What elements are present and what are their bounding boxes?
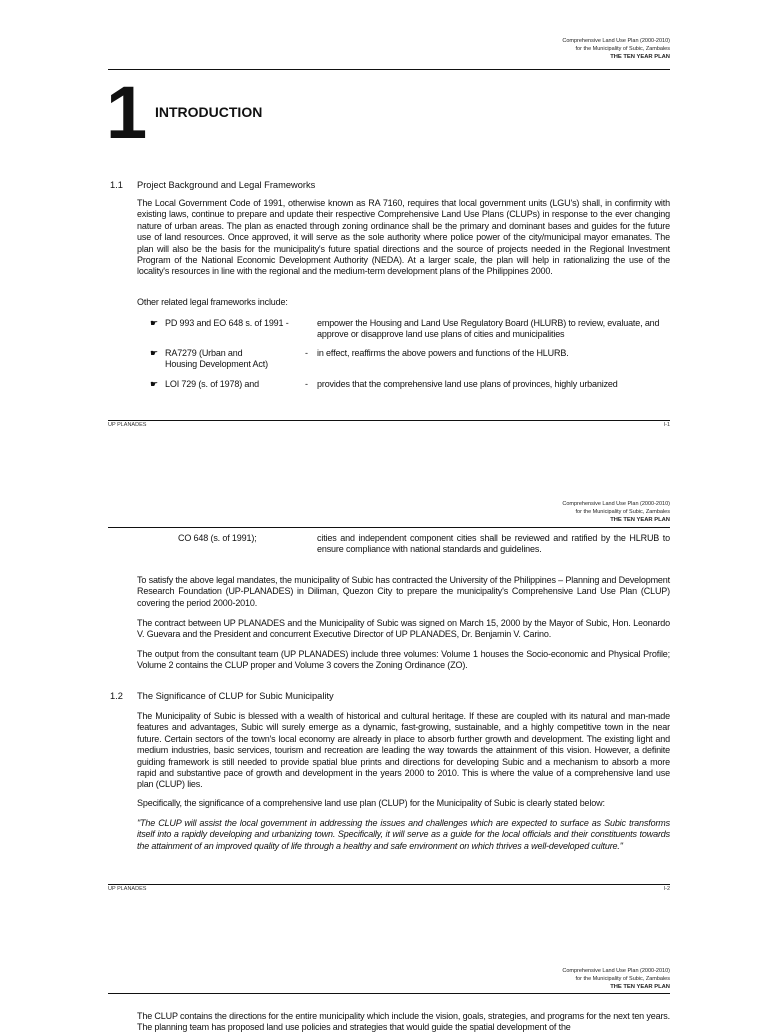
paragraph: Other related legal frameworks include: — [137, 297, 288, 307]
header-rule — [108, 69, 670, 70]
paragraph: The contract between UP PLANADES and the Municipality of Subic was signed on March 15, 2000 by the Mayor of Subic, Hon. Leonardo V. Guevara and the President and concurrent Executive Director of UP PLANADES, Dr. Benjamin V. Carino. — [137, 618, 670, 640]
section-number: 1.1 — [110, 180, 123, 190]
paragraph: The Local Government Code of 1991, otherwise known as RA 7160, requires that local government units (LGU's) shall, in confirmity with existing laws, continue to prepare and update their respective Comprehensive Land Use Plans (CLUPs) in response to the ever changing nature of urban areas. The plan as enacted through zoning ordinance shall be the primary and dominant bases and guides for the future use of land resources. Once approved, it will serve as the sole authority where police power of the city/municipal mayor emanates. The plan will also be the basis for the municipality's future spatial directions and the source of projects needed in the Regional Investment Program of the National Economic Development Authority (NEDA). At a larger scale, the plan will help in rationalizing the use of the locality's resources in line with the regional and the medium-term development plans of the Philippines 2000. — [137, 198, 670, 277]
header-line: for the Municipality of Subic, Zambales — [575, 45, 670, 52]
header-line: Comprehensive Land Use Plan (2000-2010) — [562, 501, 670, 507]
header-rule — [108, 527, 670, 528]
paragraph: The output from the consultant team (UP PLANADES) include three volumes: Volume 1 houses the Socio-economic and Physical Profile; Volume 2 contains the CLUP proper and Volume 3 covers the Zoning Ordinance (ZO). — [137, 649, 670, 671]
bullet-dash: - — [305, 379, 308, 389]
page-header — [562, 38, 670, 61]
header-line: Comprehensive Land Use Plan (2000-2010) — [562, 38, 670, 44]
bullet-label: PD 993 and EO 648 s. of 1991 - — [165, 318, 289, 328]
page-footer — [108, 422, 670, 428]
header-line: for the Municipality of Subic, Zambales — [575, 508, 670, 515]
paragraph: The CLUP contains the directions for the entire municipality which include the vision, goals, strategies, and programs for the next ten years. The planning team has proposed land use policies and strategies that would guide the spatial development of the — [137, 1011, 670, 1033]
page-header — [562, 501, 670, 524]
bullet-desc: in effect, reaffirms the above powers and functions of the HLURB. — [317, 348, 569, 358]
chapter-number: 1 — [106, 71, 148, 154]
pointing-hand-icon: ☛ — [150, 318, 158, 328]
page-number: I-2 — [663, 886, 670, 892]
bullet-desc: cities and independent component cities shall be reviewed and ratified by the HLRUB to ensure compliance with national standards and guidelines. — [317, 533, 670, 555]
header-line: for the Municipality of Subic, Zambales — [575, 975, 670, 982]
bullet-label: RA7279 (Urban and Housing Development Act) — [165, 348, 268, 370]
quote: "The CLUP will assist the local government in addressing the issues and challenges which are expected to surface as Subic transforms itself into a rapidly developing and urbanizing town. Specifically, it will serve as a guide for the local officials and their constituents towards the attainment of an improved quality of life through a healthy and safe environment on which thrives a well-developed culture." — [137, 818, 670, 851]
page-number: I-1 — [663, 422, 670, 428]
bullet-dash: - — [305, 348, 308, 358]
header-title: THE TEN YEAR PLAN — [610, 53, 670, 60]
bullet-desc: provides that the comprehensive land use plans of provinces, highly urbanized — [317, 379, 618, 389]
header-title: THE TEN YEAR PLAN — [610, 516, 670, 523]
page-footer — [108, 886, 670, 892]
header-line: Comprehensive Land Use Plan (2000-2010) — [562, 968, 670, 974]
header-title: THE TEN YEAR PLAN — [610, 983, 670, 990]
bullet-label: CO 648 (s. of 1991); — [178, 533, 257, 543]
footer-rule — [108, 884, 670, 885]
section-title: The Significance of CLUP for Subic Municipality — [137, 691, 334, 701]
section-title: Project Background and Legal Frameworks — [137, 180, 316, 190]
paragraph: The Municipality of Subic is blessed with a wealth of historical and cultural heritage. If these are coupled with its natural and man-made features and advantages, Subic will surely emerge as a dynamic, fast-growing, sustainable, and a highly competitive town in the near future. Certain sectors of the town's local economy are already in place to absorb further growth and development. The existing light and medium industries, basic services, tourism and recreation are leading the way towards the attainment of this vision. However, a definite guiding framework is still needed to provide spatial blue prints and directions for developing Subic and a mechanism to absorb a more rapid and substantive pace of growth and development in the years 2000 to 2010. This is where the value of a comprehensive land use plan (CLUP) lies. — [137, 711, 670, 790]
footer-org: UP PLANADES — [108, 886, 147, 892]
pointing-hand-icon: ☛ — [150, 379, 158, 389]
paragraph: Specifically, the significance of a comprehensive land use plan (CLUP) for the Municipality of Subic is clearly stated below: — [137, 798, 605, 808]
bullet-desc: empower the Housing and Land Use Regulatory Board (HLURB) to review, evaluate, and approve or disapprove land use plans of cities and municipalities — [317, 318, 660, 340]
footer-org: UP PLANADES — [108, 422, 147, 428]
footer-rule — [108, 420, 670, 421]
pointing-hand-icon: ☛ — [150, 348, 158, 358]
header-rule — [108, 993, 670, 994]
page-header — [562, 968, 670, 991]
chapter-title: INTRODUCTION — [155, 104, 263, 120]
bullet-label: LOI 729 (s. of 1978) and — [165, 379, 259, 389]
section-number: 1.2 — [110, 691, 123, 701]
paragraph: To satisfy the above legal mandates, the municipality of Subic has contracted the University of the Philippines – Planning and Development Research Foundation (UP-PLANADES) in Diliman, Quezon City to prepare the municipality's Comprehensive Land Use Plan (CLUP) covering the period 2000-2010. — [137, 575, 670, 608]
